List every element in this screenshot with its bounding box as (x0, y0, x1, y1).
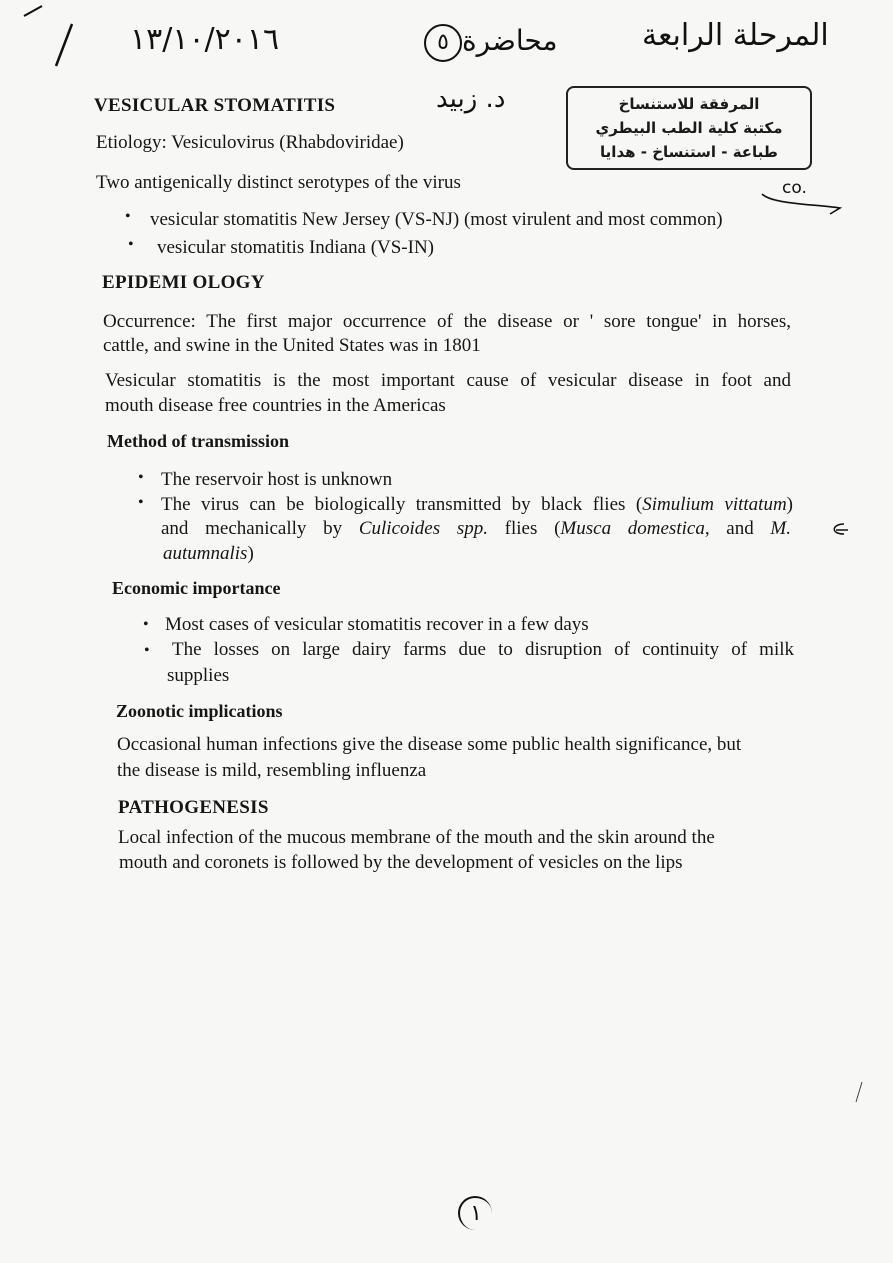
bullet-dot: • (138, 469, 144, 486)
epidemiology-heading: EPIDEMI OLOGY (102, 272, 265, 293)
species-name: Culicoides spp. (358, 518, 488, 539)
text-run: The virus can be biologically transmitted by black flies ( (161, 494, 643, 515)
handwritten-stage: المرحلة الرابعة (642, 18, 829, 53)
zoonotic-heading: Zoonotic implications (116, 701, 283, 721)
page-title: VESICULAR STOMATITIS (94, 95, 336, 116)
occurrence-line-2: cattle, and swine in the United States was in 1801 (103, 335, 481, 356)
text-run: and mechanically by (161, 518, 359, 539)
handwritten-doctor-name: د. زبيد (436, 84, 506, 114)
serotypes-intro: Two antigenically distinct serotypes of the virus (96, 172, 461, 193)
text-run: flies ( (487, 518, 561, 539)
transmission-heading: Method of transmission (107, 431, 290, 451)
importance-line-1: Vesicular stomatitis is the most important cause of vesicular disease in foot and (105, 370, 791, 391)
economic-heading: Economic importance (112, 578, 281, 598)
pathogenesis-line-2: mouth and coronets is followed by the development of vesicles on the lips (119, 852, 683, 873)
serotype-item-2: vesicular stomatitis Indiana (VS-IN) (157, 237, 435, 258)
text-run: ) (247, 543, 254, 564)
stamp-line-3: طباعة - استنساخ - هدايا (600, 143, 778, 161)
page-number (458, 1196, 492, 1230)
handwritten-margin-mark (826, 520, 852, 540)
transmission-item-2-line-1 (161, 493, 793, 517)
bullet-dot: • (138, 494, 144, 511)
stamp-line-2: مكتبة كلية الطب البيطري (595, 119, 783, 137)
pathogenesis-heading: PATHOGENESIS (118, 797, 269, 818)
transmission-item-2-line-2 (161, 517, 791, 541)
economic-item-2-line-2: supplies (167, 665, 230, 686)
pathogenesis-line-1: Local infection of the mucous membrane of the mouth and the skin around the (118, 827, 715, 848)
zoonotic-line-2: the disease is mild, resembling influenza (117, 760, 427, 781)
scan-artifact (850, 1078, 870, 1108)
bullet-dot: • (143, 616, 149, 633)
lecture-number: ٥ (437, 30, 449, 55)
serotype-item-1: vesicular stomatitis New Jersey (VS-NJ) (most virulent and most common) (150, 209, 723, 230)
handwritten-lecture-number (424, 24, 462, 62)
species-name: autumnalis (163, 543, 248, 564)
occurrence-line-1: Occurrence: The first major occurrence of the disease or ' sore tongue' in horses, (103, 311, 791, 332)
page-number-text: ١ (470, 1201, 482, 1226)
library-stamp (566, 86, 812, 170)
handwritten-lecture-label: محاضرة (462, 24, 558, 57)
bullet-dot: • (125, 208, 131, 225)
economic-item-2-line-1: The losses on large dairy farms due to disruption of continuity of milk (172, 639, 794, 660)
handwritten-margin-note: co. (782, 178, 807, 198)
transmission-item-2-line-3 (163, 542, 254, 566)
importance-line-2: mouth disease free countries in the Americas (105, 395, 446, 416)
corner-slash-mark (20, 2, 80, 72)
stamp-line-1: المرفقة للاستنساخ (618, 95, 760, 113)
handwritten-arrow (752, 190, 848, 220)
handwritten-date: ١٣/١٠/٢٠١٦ (130, 22, 280, 57)
bullet-dot: • (144, 642, 150, 659)
zoonotic-line-1: Occasional human infections give the disease some public health significance, but (117, 734, 742, 755)
bullet-dot: • (128, 236, 134, 253)
etiology-line: Etiology: Vesiculovirus (Rhabdoviridae) (96, 132, 404, 153)
species-name: Simulium vittatum (642, 494, 787, 515)
economic-item-1: Most cases of vesicular stomatitis recover in a few days (165, 614, 589, 635)
species-name: M. (770, 518, 791, 539)
transmission-item-1: The reservoir host is unknown (161, 469, 393, 490)
text-run: , and (704, 518, 771, 539)
text-run: ) (786, 494, 793, 515)
species-name: Musca domestica (560, 518, 705, 539)
